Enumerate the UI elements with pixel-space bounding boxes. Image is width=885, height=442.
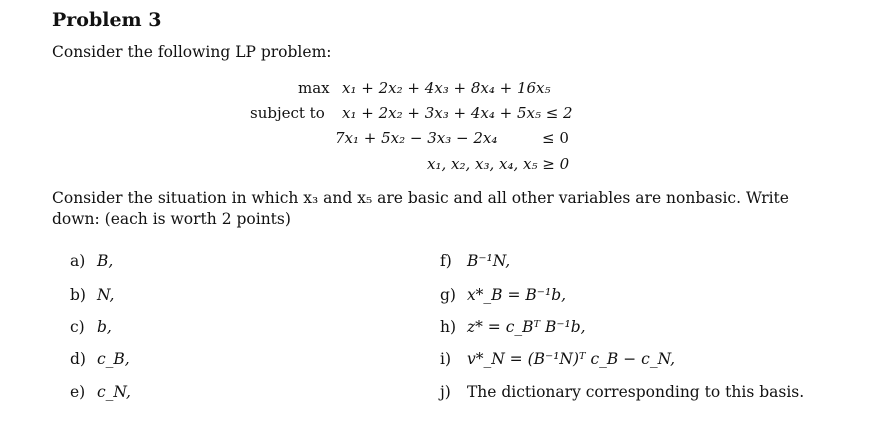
item-label: c)	[70, 318, 85, 336]
item-text: v*_N = (B⁻¹N)ᵀ c_B − c_N,	[466, 350, 676, 368]
intro-text: Consider the following LP problem:	[52, 43, 332, 61]
item-text: B,	[96, 252, 114, 270]
item-text: b,	[96, 318, 112, 336]
item-label: b)	[70, 286, 86, 304]
item-label: h)	[440, 318, 457, 336]
constraint-2-rhs: ≤ 0	[542, 129, 569, 147]
item-text: x*_B = B⁻¹b,	[466, 286, 567, 304]
item-text: c_B,	[96, 350, 130, 368]
list-item	[70, 286, 114, 304]
list-item	[440, 318, 586, 336]
objective-function: x₁ + 2x₂ + 4x₃ + 8x₄ + 16x₅	[342, 79, 551, 97]
item-text: B⁻¹N,	[466, 252, 511, 270]
item-label: e)	[70, 383, 86, 401]
nonnegativity-constraint: x₁, x₂, x₃, x₄, x₅ ≥ 0	[427, 155, 570, 173]
item-text: N,	[96, 286, 115, 304]
list-item	[440, 383, 804, 401]
list-item	[70, 383, 131, 401]
item-label: d)	[70, 350, 86, 368]
list-item	[440, 252, 510, 270]
constraint-1: x₁ + 2x₂ + 3x₃ + 4x₄ + 5x₅ ≤ 2	[342, 104, 573, 122]
constraint-2-lhs: 7x₁ + 5x₂ − 3x₃ − 2x₄	[335, 129, 498, 147]
list-item	[440, 350, 675, 368]
problem-title: Problem 3	[52, 9, 162, 31]
instruction-line-2: down: (each is worth 2 points)	[52, 210, 291, 228]
item-label: a)	[70, 252, 86, 270]
subject-to-keyword: subject to	[250, 104, 325, 122]
list-item	[440, 286, 566, 304]
item-text: The dictionary corresponding to this basis.	[466, 383, 805, 401]
item-text: z* = c_Bᵀ B⁻¹b,	[466, 318, 586, 336]
list-item	[70, 350, 130, 368]
item-label: i)	[440, 350, 452, 368]
list-item	[70, 252, 113, 270]
list-item	[70, 318, 112, 336]
instruction-line-1: Consider the situation in which x₃ and x₅ are basic and all other variables are nonbasic. Write	[52, 189, 789, 207]
item-label: j)	[440, 383, 451, 401]
item-label: f)	[440, 252, 452, 270]
objective-keyword: max	[298, 79, 330, 97]
item-label: g)	[440, 286, 456, 304]
item-text: c_N,	[96, 383, 131, 401]
